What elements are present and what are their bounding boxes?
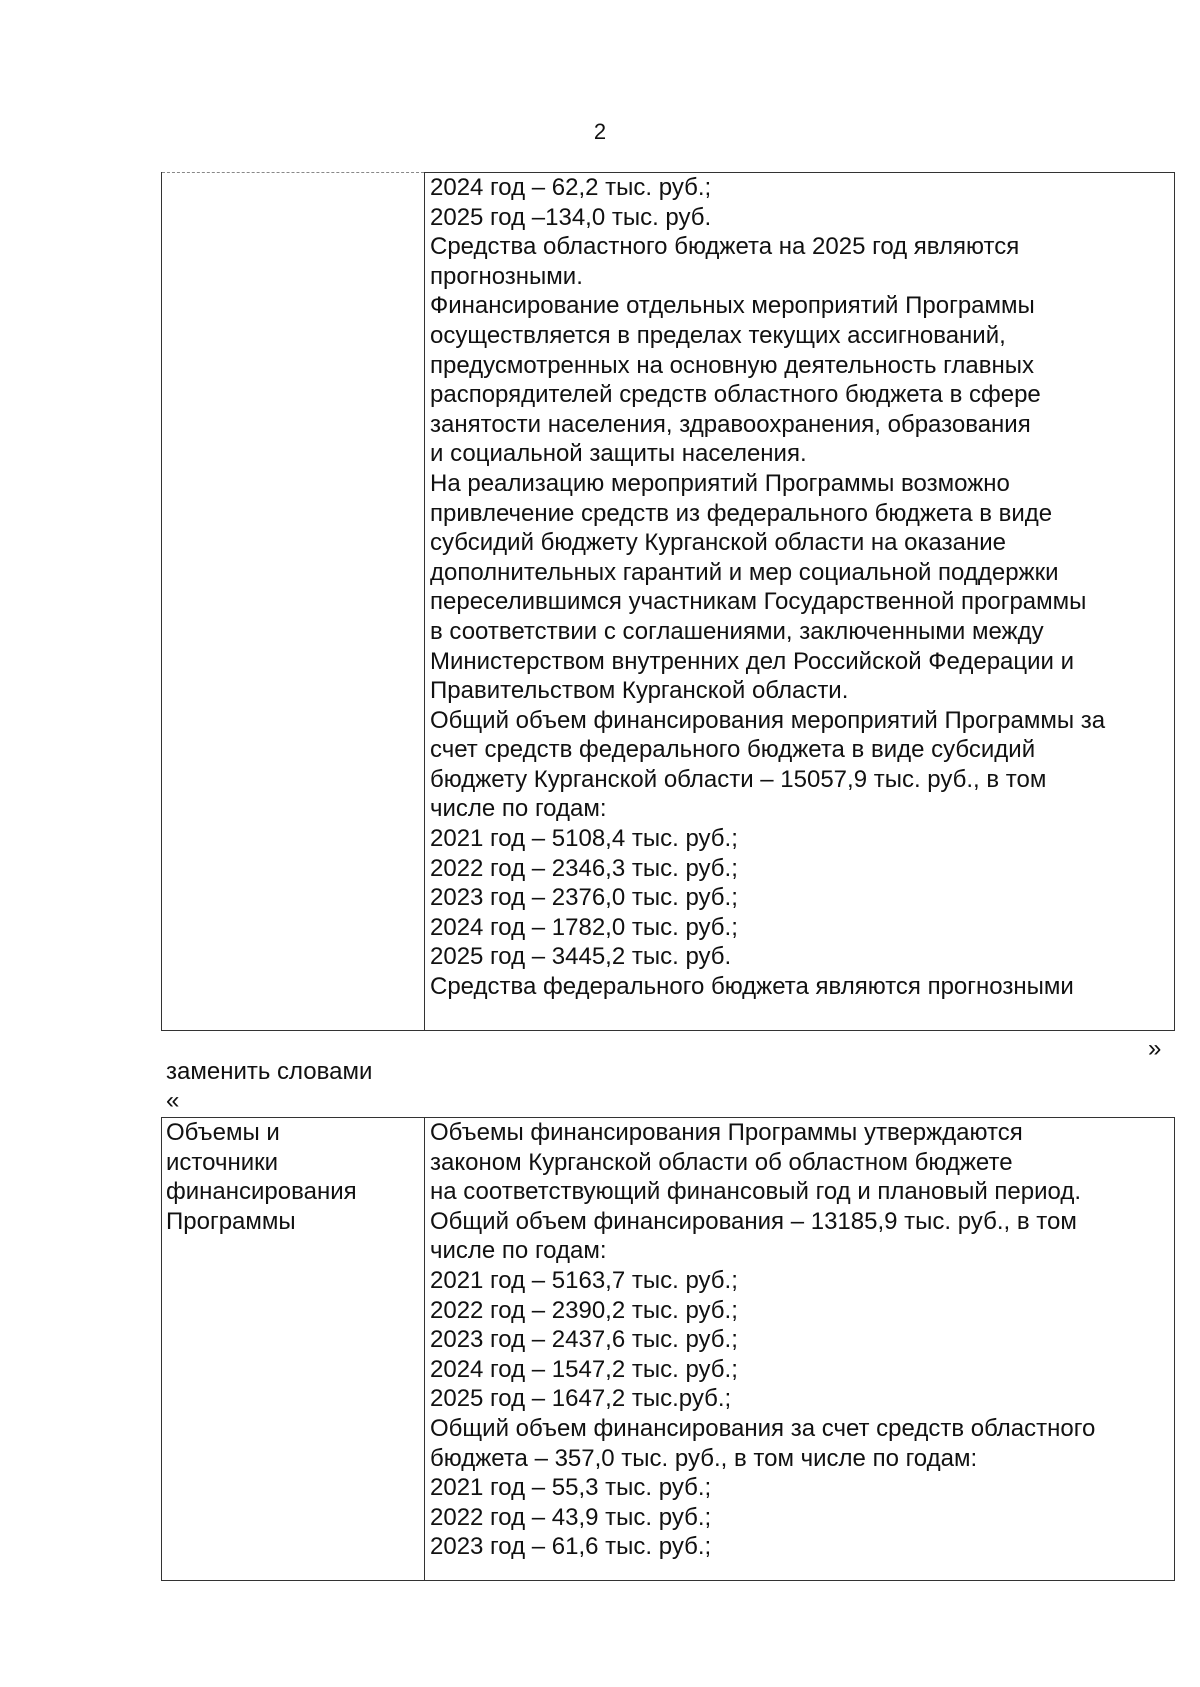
text-line: 2024 год – 1782,0 тыс. руб.; [430, 913, 738, 941]
text-line: субсидий бюджету Курганской области на оказание [430, 529, 1006, 557]
text-line: занятости населения, здравоохранения, образования [430, 410, 1031, 438]
text-line: Министерством внутренних дел Российской Федерации и [430, 647, 1075, 675]
text-line: дополнительных гарантий и мер социальной поддержки [430, 558, 1059, 586]
text-line: 2023 год – 2376,0 тыс. руб.; [430, 884, 738, 912]
funding-table-new [161, 1117, 1175, 1581]
text-line: 2023 год – 61,6 тыс. руб.; [430, 1533, 712, 1561]
table-cell-content [425, 173, 1175, 1031]
text-line: Общий объем финансирования за счет средств областного [430, 1414, 1096, 1442]
text-line: 2022 год – 2390,2 тыс. руб.; [430, 1296, 738, 1324]
replace-instruction: заменить словами [166, 1058, 373, 1085]
text-line: 2022 год – 2346,3 тыс. руб.; [430, 854, 738, 882]
text-line: переселившимся участникам Государственной программы [430, 588, 1087, 616]
text-line: на соответствующий финансовый год и плановый период. [430, 1178, 1081, 1206]
text-line: Общий объем финансирования мероприятий Программы за [430, 706, 1106, 734]
table-row [162, 173, 1175, 1031]
text-line: распорядителей средств областного бюджета в сфере [430, 381, 1041, 409]
text-line: 2023 год – 2437,6 тыс. руб.; [430, 1326, 738, 1354]
text-line: 2021 год – 55,3 тыс. руб.; [430, 1474, 712, 1502]
table-cell-content [425, 1118, 1175, 1581]
text-line: 2024 год – 62,2 тыс. руб.; [430, 174, 712, 201]
text-line: 2025 год – 3445,2 тыс. руб. [430, 943, 732, 971]
text-line: 2022 год – 43,9 тыс. руб.; [430, 1503, 712, 1531]
text-line: законом Курганской области об областном бюджете [430, 1148, 1013, 1176]
text-line: Средства федерального бюджета являются прогнозными [430, 973, 1074, 1001]
text-line: Финансирование отдельных мероприятий Программы [430, 292, 1035, 320]
opening-quote: « [166, 1087, 180, 1114]
label-line: Программы [166, 1207, 296, 1235]
text-line: привлечение средств из федерального бюджета в виде [430, 499, 1053, 527]
table-row [162, 1118, 1175, 1581]
text-line: и социальной защиты населения. [430, 440, 807, 468]
label-line: источники [166, 1148, 279, 1176]
text-line: 2025 год –134,0 тыс. руб. [430, 203, 712, 231]
text-line: предусмотренных на основную деятельность главных [430, 351, 1034, 379]
label-line: Объемы и [166, 1119, 280, 1146]
text-line: 2021 год – 5108,4 тыс. руб.; [430, 825, 738, 853]
text-line: 2025 год – 1647,2 тыс.руб.; [430, 1385, 732, 1413]
text-line: числе по годам: [430, 1237, 607, 1265]
text-line: 2024 год – 1547,2 тыс. руб.; [430, 1355, 738, 1383]
text-line: бюджету Курганской области – 15057,9 тыс. руб., в том [430, 765, 1047, 793]
text-line: Правительством Курганской области. [430, 677, 849, 705]
text-line: счет средств федерального бюджета в виде субсидий [430, 736, 1036, 764]
page-number: 2 [593, 119, 607, 144]
text-line: в соответствии с соглашениями, заключенными между [430, 617, 1044, 645]
table-cell-label [162, 173, 425, 1031]
text-line: На реализацию мероприятий Программы возможно [430, 469, 1010, 497]
text-line: бюджета – 357,0 тыс. руб., в том числе по годам: [430, 1444, 978, 1472]
text-line: Объемы финансирования Программы утверждаются [430, 1119, 1023, 1146]
text-line: 2021 год – 5163,7 тыс. руб.; [430, 1266, 738, 1294]
table-cell-label [162, 1118, 425, 1581]
text-line: Общий объем финансирования – 13185,9 тыс. руб., в том [430, 1207, 1077, 1235]
label-line: финансирования [166, 1178, 357, 1206]
text-line: Средства областного бюджета на 2025 год являются [430, 233, 1020, 261]
text-line: числе по годам: [430, 795, 607, 823]
text-line: прогнозными. [430, 262, 583, 290]
text-line: осуществляется в пределах текущих ассигнований, [430, 321, 1006, 349]
funding-table-old [161, 172, 1175, 1031]
closing-quote: » [1148, 1035, 1162, 1062]
